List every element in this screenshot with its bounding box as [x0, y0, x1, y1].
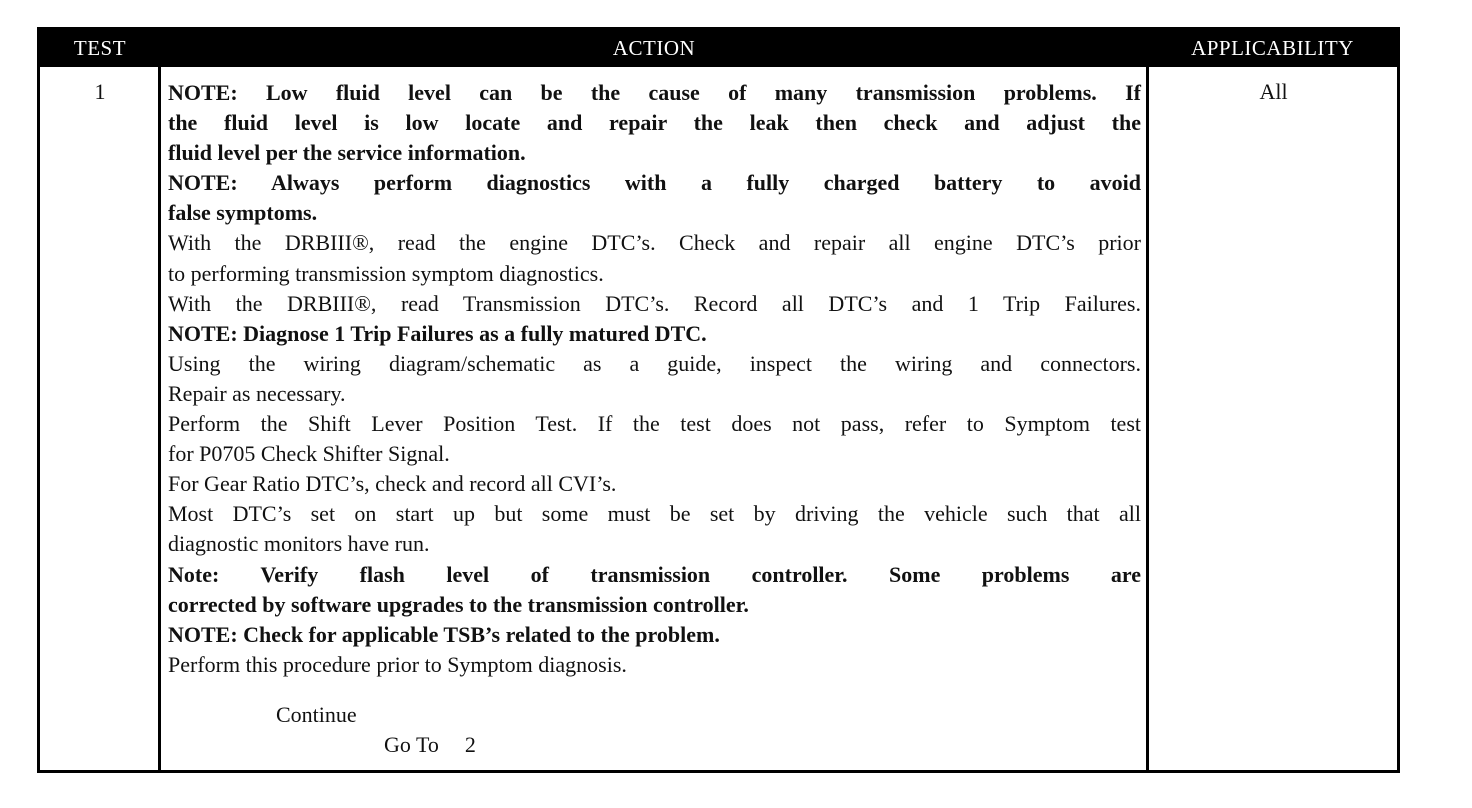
action-line: Using the wiring diagram/schematic as a guide, inspect the wiring and connectors.: [168, 350, 1141, 376]
goto-instruction: [168, 730, 1141, 760]
result-continue: Continue: [276, 701, 357, 727]
action-line: Repair as necessary.: [168, 380, 346, 406]
action-line: for P0705 Check Shifter Signal.: [168, 441, 450, 467]
action-line: With the DRBIII®, read Transmission DTC’s. Record all DTC’s and 1 Trip Failures.: [168, 290, 1141, 316]
goto-target[interactable]: 2: [464, 731, 476, 757]
action-line: With the DRBIII®, read the engine DTC’s. Check and repair all engine DTC’s prior: [168, 230, 1141, 256]
action-line: Perform the Shift Lever Position Test. If the test does not pass, refer to Symptom test: [168, 411, 1141, 437]
action-cell: [168, 78, 1141, 760]
action-line: NOTE: Always perform diagnostics with a fully charged battery to avoid: [168, 170, 1141, 196]
action-line: Most DTC’s set on start up but some must be set by driving the vehicle such that all: [168, 501, 1141, 527]
action-line: NOTE: Diagnose 1 Trip Failures as a fully matured DTC.: [168, 320, 707, 346]
applicability-value: All: [1259, 79, 1288, 104]
header-action: ACTION: [612, 36, 696, 60]
table-header: [40, 30, 1397, 67]
action-line: diagnostic monitors have run.: [168, 531, 430, 557]
action-line: Perform this procedure prior to Symptom diagnosis.: [168, 651, 627, 677]
test-number: 1: [94, 79, 106, 104]
header-applicability: APPLICABILITY: [1191, 36, 1354, 60]
action-line: to performing transmission symptom diagnostics.: [168, 260, 604, 286]
column-divider: [158, 67, 161, 770]
header-test: TEST: [73, 36, 127, 60]
goto-label: Go To: [384, 731, 439, 757]
action-line: fluid level per the service information.: [168, 140, 526, 166]
action-line: the fluid level is low locate and repair the leak then check and adjust the: [168, 110, 1141, 136]
action-line: Note: Verify flash level of transmission controller. Some problems are: [168, 561, 1141, 587]
action-line: false symptoms.: [168, 200, 318, 226]
column-divider: [1146, 67, 1149, 770]
action-line: For Gear Ratio DTC’s, check and record all CVI’s.: [168, 471, 617, 497]
diagnostic-table: [37, 27, 1400, 773]
action-line: NOTE: Check for applicable TSB’s related to the problem.: [168, 621, 720, 647]
action-line: corrected by software upgrades to the transmission controller.: [168, 591, 749, 617]
action-line: NOTE: Low fluid level can be the cause of many transmission problems. If: [168, 80, 1141, 105]
